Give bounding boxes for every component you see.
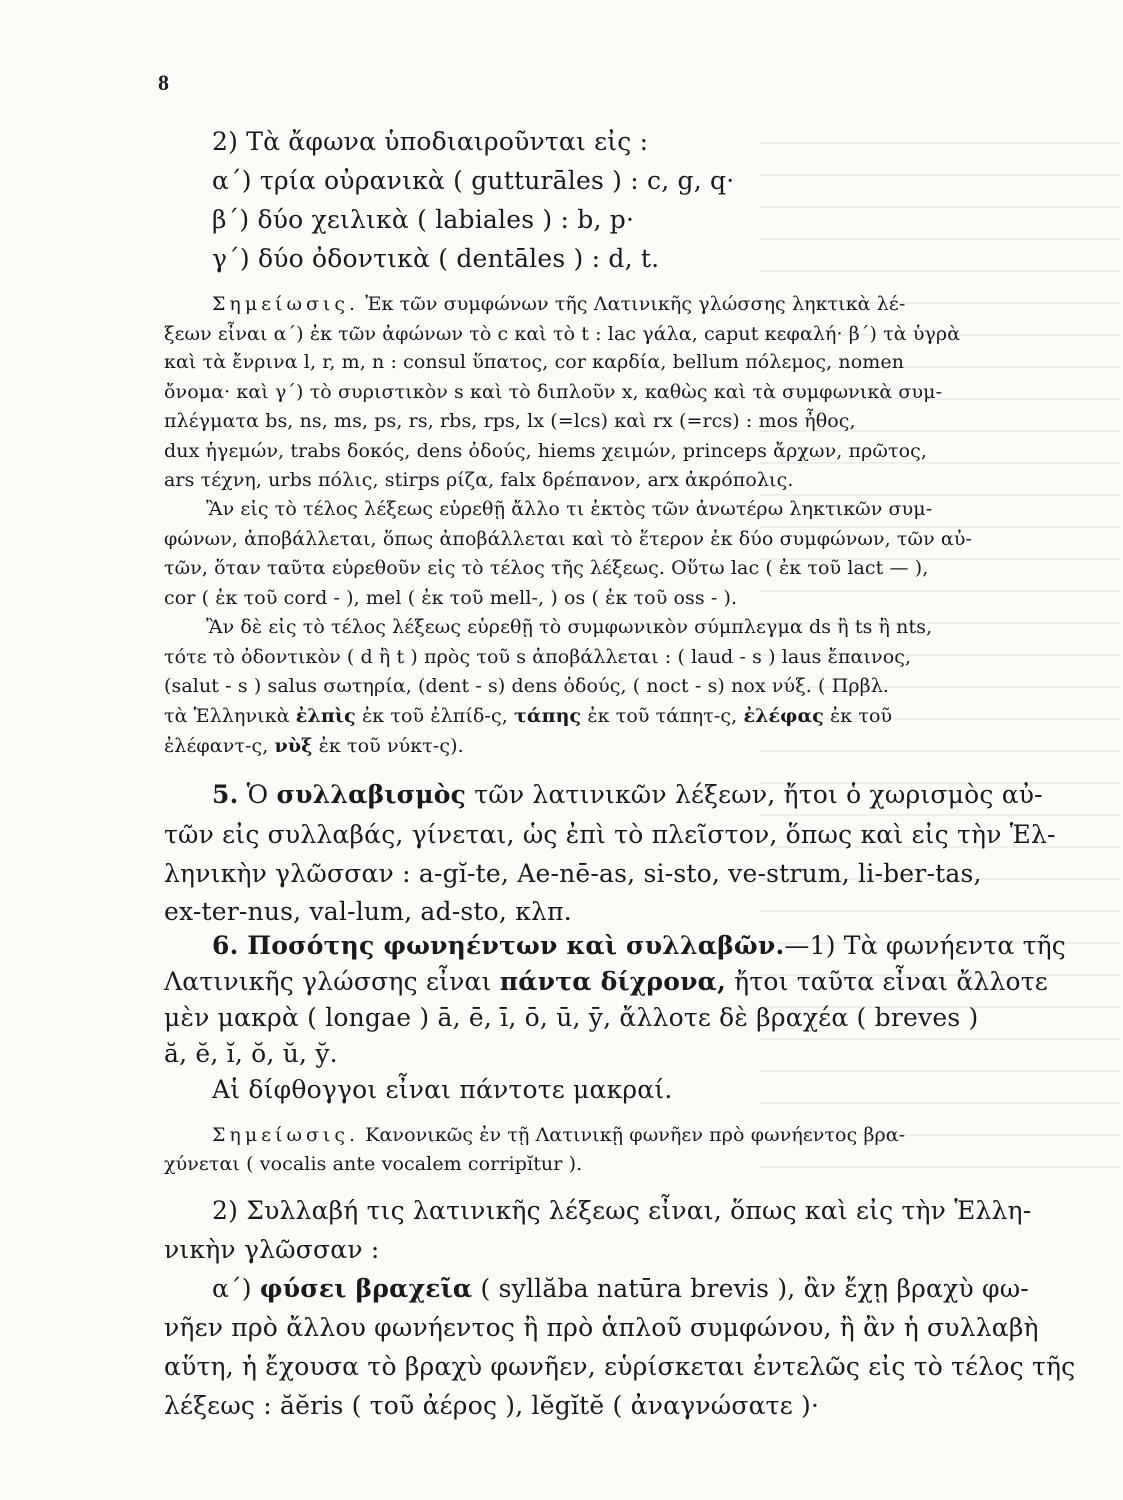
section5-number: 5. bbox=[212, 780, 239, 809]
section6-line-5: Αἱ δίφθογγοι εἶναι πάντοτε μακραί. bbox=[212, 1075, 673, 1104]
note1-line-14: (salut - s ) salus σωτηρία, (dent - s) dens ὀδούς, ( noct - s) nox νύξ. ( Πρβλ. bbox=[164, 675, 890, 697]
note1-line-2: ξεων εἶναι α΄) ἐκ τῶν ἀφώνων τὸ c καὶ τὸ t : lac γάλα, caput κεφαλή· β΄) τὰ ὑγρὰ bbox=[164, 323, 961, 345]
section5-term: συλλαβισμὸς bbox=[276, 780, 467, 809]
part2-text-3c: ( syllăba natūra brevis ), ἂν ἔχῃ βραχὺ φω- bbox=[480, 1274, 1029, 1303]
section6-text-2c: ἤτοι ταῦτα εἶναι ἄλλοτε bbox=[734, 967, 1048, 996]
section6-bold-dichrona: πάντα δίχρονα, bbox=[499, 967, 726, 996]
note1-bold-tapis: τάπης bbox=[513, 705, 582, 727]
note1-text-16a: ἐλέφαντ-ς, bbox=[164, 735, 269, 757]
note1-line-5: πλέγματα bs, ns, ms, ps, rs, rbs, rps, lx (=lcs) καὶ rx (=rcs) : mos ἦθος, bbox=[164, 410, 856, 432]
section5-line-1 bbox=[212, 780, 1043, 809]
note1-bold-nyx: νὺξ bbox=[274, 735, 313, 757]
part2-line-5: αὕτη, ἡ ἔχουσα τὸ βραχὺ φωνῆεν, εὑρίσκεται ἐντελῶς εἰς τὸ τέλος τῆς bbox=[164, 1352, 1076, 1381]
note1-line-1 bbox=[212, 293, 905, 315]
list-item-dentals: γ΄) δύο ὀδοντικὰ ( dentāles ) : d, t. bbox=[212, 244, 660, 273]
list-item-gutturals: α΄) τρία οὐρανικὰ ( gutturāles ) : c, g, q· bbox=[212, 166, 735, 195]
note1-text-15g: ἐκ τοῦ bbox=[830, 705, 893, 727]
note1-bold-elefas: ἐλέφας bbox=[743, 705, 824, 727]
note1-text-15e: ἐκ τοῦ τάπητ-ς, bbox=[587, 705, 738, 727]
note1-text-15a: τὰ Ἑλληνικὰ bbox=[164, 705, 290, 727]
note2-line-1 bbox=[212, 1124, 905, 1146]
note1-line-11: cor ( ἐκ τοῦ cord - ), mel ( ἐκ τοῦ mell-, ) os ( ἐκ τοῦ oss - ). bbox=[164, 587, 738, 609]
section5-text-1a: Ὁ bbox=[246, 780, 269, 809]
note1-text-16c: ἐκ τοῦ νύκτ-ς). bbox=[318, 735, 464, 757]
note2-label: Σημείωσις. bbox=[212, 1124, 360, 1146]
note1-line-10: τῶν, ὅταν ταῦτα εὑρεθοῦν εἰς τὸ τέλος τῆς λέξεως. Οὕτω lac ( ἐκ τοῦ lact — ), bbox=[164, 557, 929, 579]
part2-line-1: 2) Συλλαβή τις λατινικῆς λέξεως εἶναι, ὅπως καὶ εἰς τὴν Ἑλλη- bbox=[212, 1196, 1032, 1225]
note1-line-15 bbox=[164, 705, 892, 727]
note1-line-6: dux ἡγεμών, trabs δοκός, dens ὀδούς, hiems χειμών, princeps ἄρχων, πρῶτος, bbox=[164, 440, 927, 462]
note1-line-13: τότε τὸ ὀδοντικὸν ( d ἢ t ) πρὸς τοῦ s ἀποβάλλεται : ( laud - s ) laus ἔπαινος, bbox=[164, 646, 912, 668]
part2-line-4: νῆεν πρὸ ἄλλου φωνήεντος ἢ πρὸ ἁπλοῦ συμφώνου, ἢ ἂν ἡ συλλαβὴ bbox=[164, 1313, 1039, 1342]
section6-text-1: —1) Τὰ φωνήεντα τῆς bbox=[784, 931, 1066, 960]
section5-line-3: ληνικὴν γλῶσσαν : a-gĭ-te, Ae-nē-as, si-sto, ve-strum, li-ber-tas, bbox=[164, 859, 982, 888]
section6-line-4: ă, ĕ, ĭ, ŏ, ŭ, y̆. bbox=[164, 1039, 338, 1068]
note1-line-8: Ἂν εἰς τὸ τέλος λέξεως εὑρεθῇ ἄλλο τι ἐκτὸς τῶν ἀνωτέρω ληκτικῶν συμ- bbox=[206, 498, 933, 520]
part2-line-3 bbox=[212, 1274, 1029, 1303]
note1-line-16 bbox=[164, 735, 464, 757]
note1-text-1: Ἐκ τῶν συμφώνων τῆς Λατινικῆς γλώσσης ληκτικὰ λέ- bbox=[365, 293, 906, 315]
section5-line-4: ex-ter-nus, val-lum, ad-sto, κλπ. bbox=[164, 897, 572, 926]
section6-line-2 bbox=[164, 967, 1048, 996]
note1-line-9: φώνων, ἀποβάλλεται, ὅπως ἀποβάλλεται καὶ τὸ ἕτερον ἐκ δύο συμφώνων, τῶν αὐ- bbox=[164, 528, 973, 550]
note1-line-7: ars τέχνη, urbs πόλις, stirps ρίζα, falx δρέπανον, arx ἀκρόπολις. bbox=[164, 469, 794, 491]
list-item-labials: β΄) δύο χειλικὰ ( labiales ) : b, p· bbox=[212, 205, 635, 234]
note1-bold-elpis: ἐλπὶς bbox=[295, 705, 356, 727]
section6-line-3: μὲν μακρὰ ( longae ) ā, ē, ī, ō, ū, ȳ, ἄλλοτε δὲ βραχέα ( breves ) bbox=[164, 1003, 979, 1032]
part2-text-3a: α΄) bbox=[212, 1274, 252, 1303]
note2-line-2: χύνεται ( vocalis ante vocalem corripĭtur ). bbox=[164, 1153, 583, 1175]
section6-text-2a: Λατινικῆς γλώσσης εἶναι bbox=[164, 967, 492, 996]
section5-text-1c: τῶν λατινικῶν λέξεων, ἤτοι ὁ χωρισμὸς αὐ- bbox=[474, 780, 1043, 809]
note1-label: Σημείωσις. bbox=[212, 293, 360, 315]
part2-line-6: λέξεως : ăĕris ( τοῦ ἀέρος ), lĕgĭtĕ ( ἀναγνώσατε )· bbox=[164, 1391, 820, 1420]
note1-text-15c: ἐκ τοῦ ἐλπίδ-ς, bbox=[361, 705, 508, 727]
note2-text-1: Κανονικῶς ἐν τῇ Λατινικῇ φωνῆεν πρὸ φωνήεντος βρα- bbox=[365, 1124, 906, 1146]
part2-line-2: νικὴν γλῶσσαν : bbox=[164, 1235, 380, 1264]
note1-line-12: Ἂν δὲ εἰς τὸ τέλος λέξεως εὑρεθῇ τὸ συμφωνικὸν σύμπλεγμα ds ἢ ts ἢ nts, bbox=[206, 616, 933, 638]
part2-bold-fysei-vracheia: φύσει βραχεῖα bbox=[259, 1274, 473, 1303]
note1-line-4: ὄνομα· καὶ γ΄) τὸ συριστικὸν s καὶ τὸ διπλοῦν x, καθὼς καὶ τὰ συμφωνικὰ συμ- bbox=[164, 381, 943, 403]
page-number: 8 bbox=[158, 70, 169, 95]
section6-line-1 bbox=[212, 931, 1066, 960]
section5-line-2: τῶν εἰς συλλαβάς, γίνεται, ὡς ἐπὶ τὸ πλεῖστον, ὅπως καὶ εἰς τὴν Ἑλ- bbox=[164, 820, 1056, 849]
list-heading: 2) Τὰ ἄφωνα ὑποδιαιροῦνται εἰς : bbox=[212, 127, 649, 156]
note1-line-3: καὶ τὰ ἔνρινα l, r, m, n : consul ὕπατος, cor καρδία, bellum πόλεμος, nomen bbox=[164, 351, 905, 373]
section6-title: 6. Ποσότης φωνηέντων καὶ συλλαβῶν. bbox=[212, 931, 785, 960]
